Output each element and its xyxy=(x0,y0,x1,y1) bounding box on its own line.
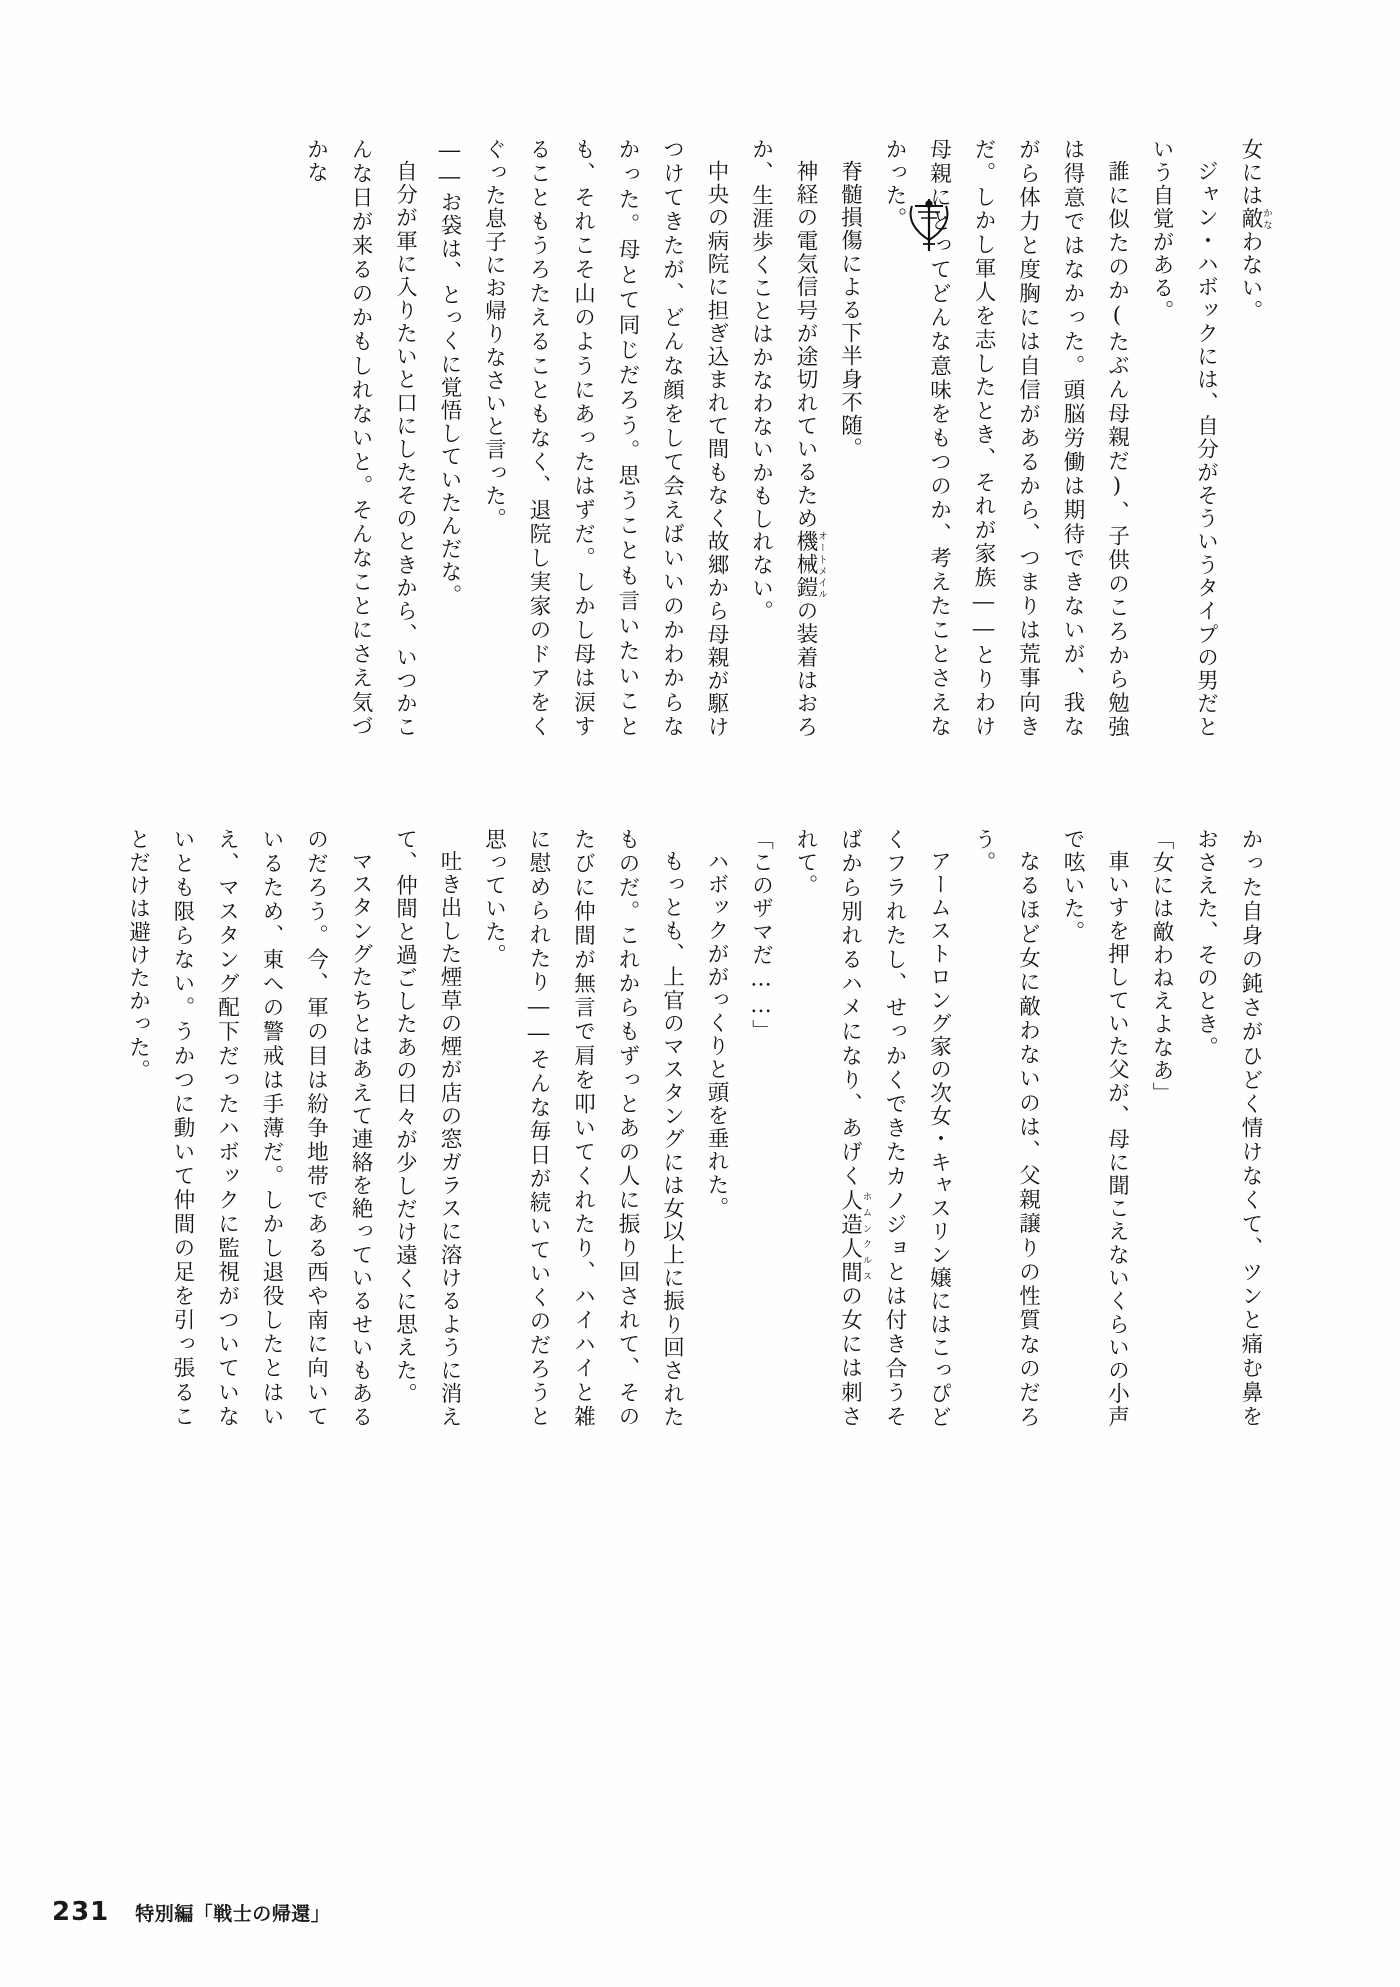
ruby-automail: 機械鎧オートメイル xyxy=(793,529,827,600)
paragraph: 中央の病院に担ぎ込まれて間もなく故郷から母親が駆けつけてきたが、どんな顔をして会えばいいのかわからなかった。母とて同じだろう。思うことも言いたいことも、それこそ山のようにあったはずだ。しかし母は涙することもうろたえることもなく、退院し実家のドアをくぐった息子にお帰りなさいと言った。 xyxy=(481,138,729,738)
paragraph: 吐き出した煙草の煙が店の窓ガラスに溶けるように消えて、仲間と過ごしたあの日々が少しだけ遠くに思えた。 xyxy=(392,828,462,1428)
paragraph: ハボックががっくりと頭を垂れた。 xyxy=(704,849,729,1220)
paragraph: かった自身の鈍さがひどく情けなくて、ツンと痛む鼻をおさえた、そのとき。 xyxy=(1193,828,1263,1428)
paragraph: 誰に似たのか(たぶん母親だ)、子供のころから勉強は得意ではなかった。頭脳労働は期待できないが、我ながら体力と度胸には自信があるから、つまりは荒事向きだ。しかし軍人を志したとき、それが家族――とりわけ母親にとってどんな意味をもつのか、考えたことさえなかった。 xyxy=(882,138,1130,738)
paragraph: 神経の電気信号が途切れているため機械鎧オートメイルの装着はおろか、生涯歩くことはかなわないかもしれない。 xyxy=(748,138,827,738)
chapter-title: 特別編「戦士の帰還」 xyxy=(135,1903,331,1925)
paragraph: 脊髄損傷による下半身不随。 xyxy=(837,159,863,460)
page-footer xyxy=(52,1897,330,1927)
paragraph: 女には敵かなわない。 xyxy=(1238,138,1272,323)
paragraph: 自分が軍に入りたいと口にしたそのときから、いつかこんな日が来るのかもしれないと。そんなことにさえ気づかな xyxy=(303,138,418,738)
paragraph: なるほど女に敵わないのは、父親譲りの性質なのだろう。 xyxy=(971,828,1041,1428)
ruby-kanojo: カノジョ xyxy=(882,1164,907,1261)
paragraph: ――お袋は、とっくに覚悟していたんだな。 xyxy=(437,138,462,607)
paragraph: ジャン・ハボックには、自分がそういうタイプの男だという自覚がある。 xyxy=(1149,138,1219,738)
paragraph: マスタングたちとはあえて連絡を絶っているせいもあるのだろう。今、軍の目は紛争地帯である西や南に向いているため、東への警戒は手薄だ。しかし退役したとはいえ、マスタング配下だったハボックに監視がついていないとも限らない。うかつに動いて仲間の足を引っ張ることだけは避けたかった。 xyxy=(125,828,373,1428)
paragraph: 車いすを押していた父が、母に聞こえないくらいの小声で呟いた。 xyxy=(1060,828,1130,1428)
ruby-homunculus: 人造人間ホムンクルス xyxy=(837,1188,872,1285)
body-text-upper-block xyxy=(124,138,1272,738)
body-text-lower-block xyxy=(124,828,1272,1428)
ruby-kanawanai: 敵かな xyxy=(1238,207,1272,231)
paragraph: アームストロング家の次女・キャスリン嬢にはこっぴどくフラれたし、せっかくできたカノジョとは付き合うそばから別れるハメになり、あげく人造人間ホムンクルスの女には刺されて。 xyxy=(793,828,952,1429)
paragraph: 「女には敵わねえよなあ」 xyxy=(1149,828,1174,1106)
page-number: 231 xyxy=(52,1897,110,1927)
paragraph: 「このザマだ……」 xyxy=(748,828,774,1043)
paragraph: もっとも、上官のマスタングには女以上に振り回されたものだ。これからもずっとあの人に振り回されて、そのたびに仲間が無言で肩を叩いてくれたり、ハイハイと雑に慰められたり――そんな毎日が続いていくのだろうと思っていた。 xyxy=(481,828,685,1428)
